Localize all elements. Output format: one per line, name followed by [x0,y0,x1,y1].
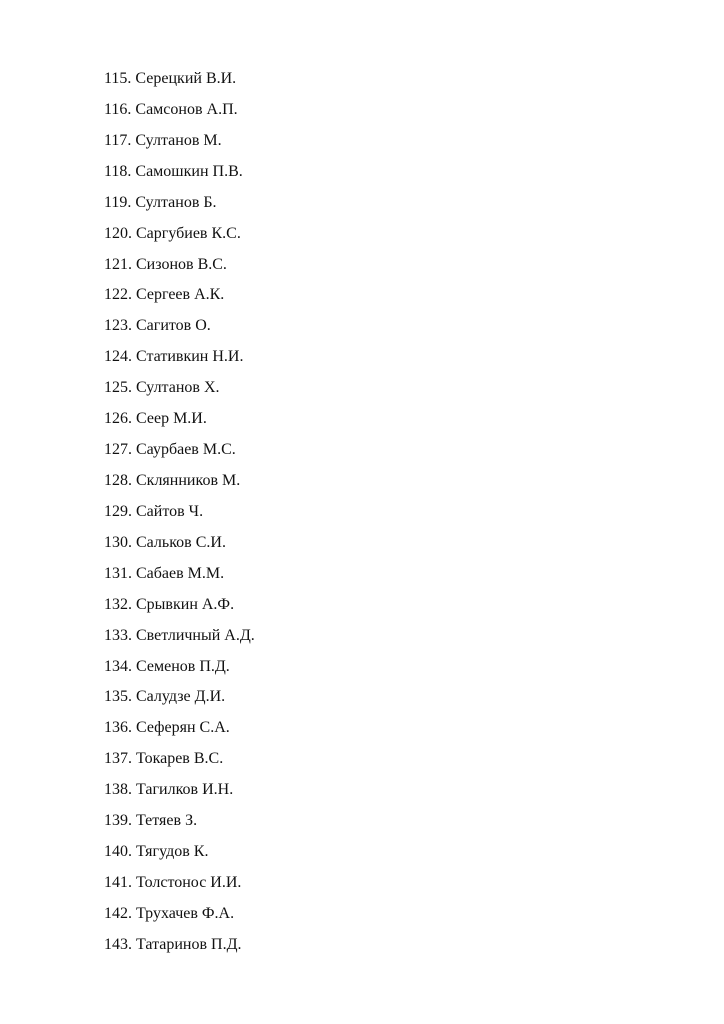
list-item: 135. Салудзе Д.И. [104,688,226,706]
list-item: 130. Сальков С.И. [104,533,226,551]
list-item: 117. Султанов М. [104,131,222,149]
list-item: 129. Сайтов Ч. [104,502,204,520]
list-item: 125. Султанов Х. [104,379,220,397]
list-item: 137. Токарев В.С. [104,750,224,768]
list-item: 141. Толстонос И.И. [104,873,242,891]
list-item: 115. Серецкий В.И. [104,70,237,87]
list-item: 131. Сабаев М.М. [104,564,225,582]
list-item: 123. Сагитов О. [104,317,211,335]
list-item: 121. Сизонов В.С. [104,255,227,273]
list-item: 143. Татаринов П.Д. [104,935,242,953]
list-item: 127. Саурбаев М.С. [104,441,236,459]
list-item: 134. Семенов П.Д. [104,657,230,675]
list-item: 119. Султанов Б. [104,193,217,211]
list-item: 124. Стативкин Н.И. [104,348,244,366]
list-item: 132. Срывкин А.Ф. [104,595,235,613]
list-item: 120. Саргубиев К.С. [104,224,241,242]
list-item: 142. Трухачев Ф.А. [104,904,235,922]
list-item: 133. Светличный А.Д. [104,626,255,644]
list-item: 126. Сеер М.И. [104,410,207,428]
list-item: 116. Самсонов А.П. [104,100,238,118]
list-item: 140. Тягудов К. [104,843,209,861]
list-item: 122. Сергеев А.К. [104,286,225,304]
name-list [104,68,255,965]
list-item: 118. Самошкин П.В. [104,162,243,180]
list-item: 136. Сеферян С.А. [104,719,230,737]
list-item: 139. Тетяев З. [104,812,198,830]
list-item: 128. Склянников М. [104,471,241,489]
list-item: 138. Тагилков И.Н. [104,781,234,799]
